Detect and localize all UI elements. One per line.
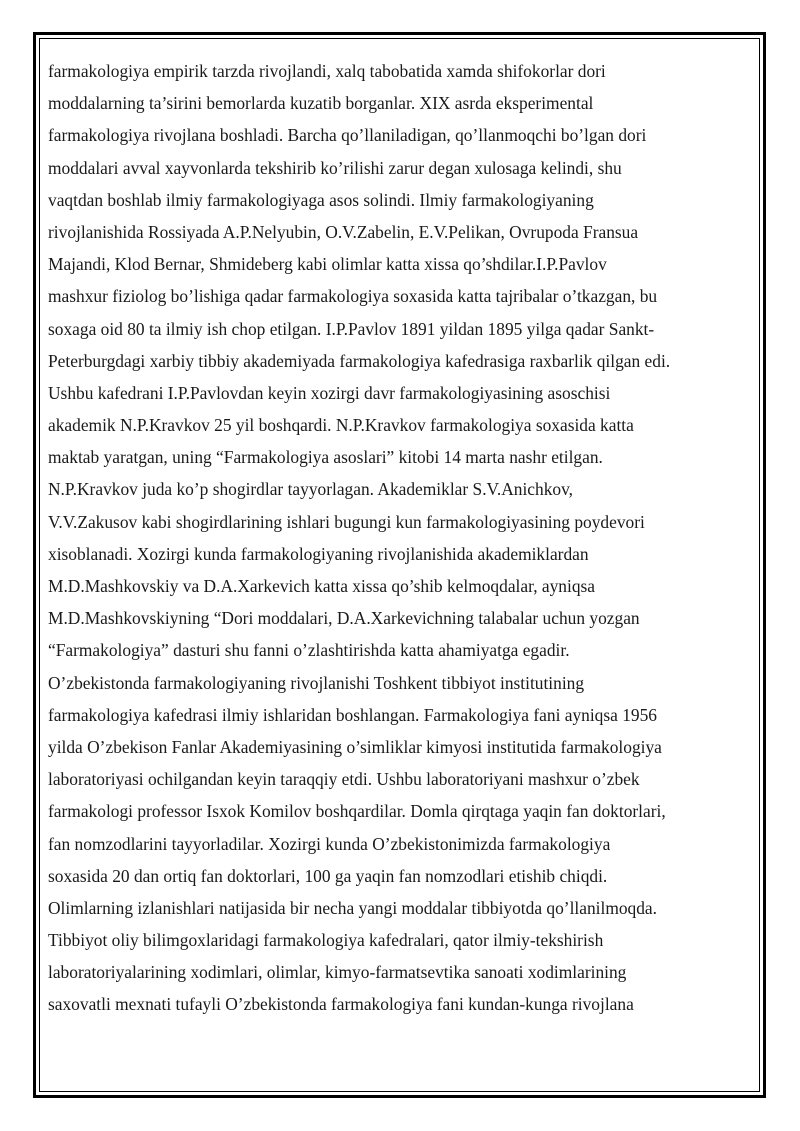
text-line: xisoblanadi. Xozirgi kunda farmakologiyaning rivojlanishida akademiklardan: [48, 543, 589, 564]
text-line: saxovatli mexnati tufayli O’zbekistonda farmakologiya fani kundan-kunga rivojlana: [48, 994, 634, 1015]
text-line: Tibbiyot oliy bilimgoxlaridagi farmakologiya kafedralari, qator ilmiy-tekshirish: [48, 930, 604, 951]
text-line: moddalarning ta’sirini bemorlarda kuzatib borganlar. XIX asrda eksperimental: [48, 93, 594, 114]
text-line: farmakologiya empirik tarzda rivojlandi, xalq tabobatida xamda shifokorlar dori: [48, 61, 606, 81]
text-line: V.V.Zakusov kabi shogirdlarining ishlari bugungi kun farmakologiyasining poydevori: [48, 511, 645, 532]
text-line: maktab yaratgan, uning “Farmakologiya asoslari” kitobi 14 marta nashr etilgan.: [48, 447, 603, 468]
text-line: vaqtdan boshlab ilmiy farmakologiyaga asos solindi. Ilmiy farmakologiyaning: [48, 189, 594, 210]
text-line: M.D.Mashkovskiyning “Dori moddalari, D.A.Xarkevichning talabalar uchun yozgan: [48, 608, 640, 629]
text-line: laboratoriyasi ochilgandan keyin taraqqiy etdi. Ushbu laboratoriyani mashxur o’zbek: [48, 769, 640, 790]
text-line: Peterburgdagi xarbiy tibbiy akademiyada farmakologiya kafedrasiga raxbarlik qilgan edi.: [48, 350, 671, 371]
text-line: M.D.Mashkovskiy va D.A.Xarkevich katta xissa qo’shib kelmoqdalar, ayniqsa: [48, 576, 596, 596]
text-line: farmakologi professor Isxok Komilov boshqardilar. Domla qirqtaga yaqin fan doktorlari,: [48, 801, 666, 822]
text-line: O’zbekistonda farmakologiyaning rivojlanishi Toshkent tibbiyot institutining: [48, 672, 585, 693]
text-line: “Farmakologiya” dasturi shu fanni o’zlashtirishda katta ahamiyatga egadir.: [48, 640, 570, 661]
text-line: moddalari avval xayvonlarda tekshirib ko’rilishi zarur degan xulosaga kelindi, shu: [48, 157, 622, 178]
text-line: akademik N.P.Kravkov 25 yil boshqardi. N.P.Kravkov farmakologiya soxasida katta: [48, 415, 634, 436]
text-line: farmakologiya rivojlana boshladi. Barcha qo’llaniladigan, qo’llanmoqchi bo’lgan dori: [48, 125, 647, 146]
text-line: fan nomzodlarini tayyorladilar. Xozirgi kunda O’zbekistonimizda farmakologiya: [48, 833, 611, 854]
document-body: [48, 55, 748, 1021]
text-line: Majandi, Klod Bernar, Shmideberg kabi olimlar katta xissa qo’shdilar.I.P.Pavlov: [48, 254, 607, 275]
text-line: mashxur fiziolog bo’lishiga qadar farmakologiya soxasida katta tajribalar o’tkazgan, bu: [48, 286, 658, 307]
text-line: yilda O’zbekison Fanlar Akademiyasining o’simliklar kimyosi institutida farmakologiya: [48, 736, 662, 757]
text-line: laboratoriyalarining xodimlari, olimlar, kimyo-farmatsevtika sanoati xodimlarining: [48, 962, 627, 983]
text-line: soxasida 20 dan ortiq fan doktorlari, 100 ga yaqin fan nomzodlari etishib chiqdi.: [48, 865, 608, 886]
text-line: Ushbu kafedrani I.P.Pavlovdan keyin xozirgi davr farmakologiyasining asoschisi: [48, 382, 611, 403]
text-line: N.P.Kravkov juda ko’p shogirdlar tayyorlagan. Akademiklar S.V.Anichkov,: [48, 479, 574, 500]
text-line: farmakologiya kafedrasi ilmiy ishlaridan boshlangan. Farmakologiya fani ayniqsa 1956: [48, 704, 657, 725]
text-line: Olimlarning izlanishlari natijasida bir necha yangi moddalar tibbiyotda qo’llanilmoqda.: [48, 897, 657, 918]
text-line: rivojlanishida Rossiyada A.P.Nelyubin, O.V.Zabelin, E.V.Pelikan, Ovrupoda Fransua: [48, 221, 639, 242]
text-line: soxaga oid 80 ta ilmiy ish chop etilgan. I.P.Pavlov 1891 yildan 1895 yilga qadar Sankt-: [48, 318, 655, 339]
